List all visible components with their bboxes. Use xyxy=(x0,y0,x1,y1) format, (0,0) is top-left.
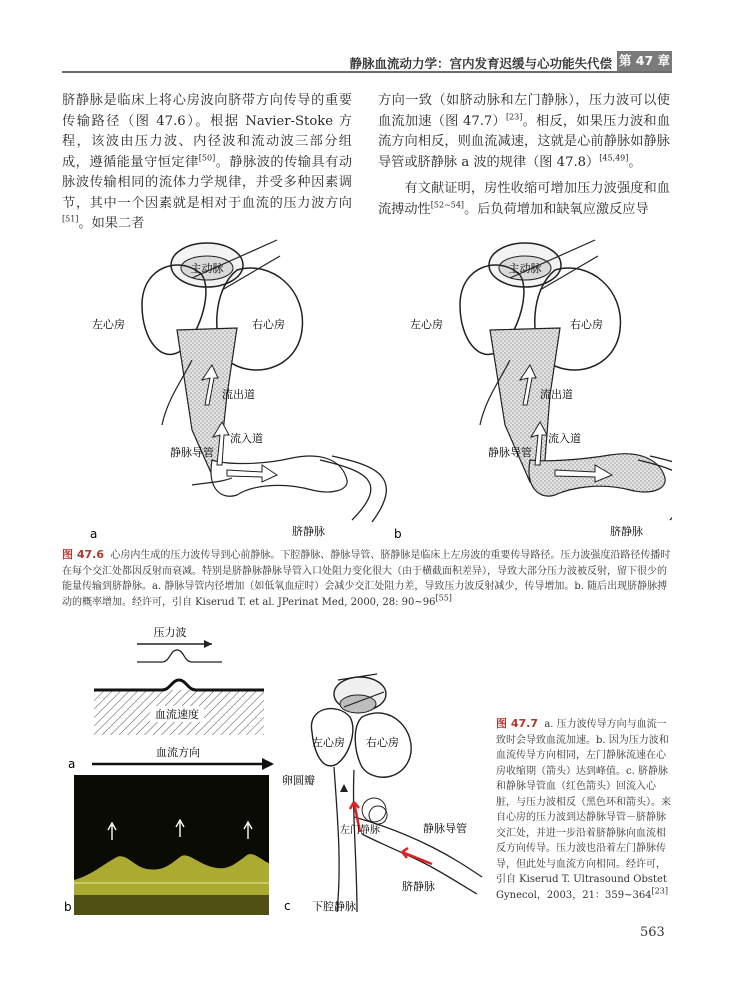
panel-b-diagram xyxy=(394,240,672,541)
label-pressure-wave: 压力波 xyxy=(153,626,187,639)
citation: [50] xyxy=(198,153,216,163)
panel-a-diagram xyxy=(90,240,386,541)
label-right-atrium: 右心房 xyxy=(252,318,285,331)
label-left-portal-vein: 左门静脉 xyxy=(340,825,380,836)
paragraph xyxy=(62,91,352,235)
panel-letter: b xyxy=(394,527,402,541)
citation: [45,49] xyxy=(599,153,629,163)
label-right-atrium: 右心房 xyxy=(570,318,603,331)
panel-letter: a xyxy=(68,757,76,771)
figure-47-7-panel-b xyxy=(62,775,272,915)
label-umbilical: 脐静脉 xyxy=(292,525,325,538)
caption-text: a. 压力波传导方向与血流一致时会导致血流加速。b. 因为压力波和血流传导方向相同，左门静脉流速在心房收缩期（箭头）达到峰值。c. 脐静脉和静脉导管血（红色箭头）回流入心脏，与压力波相反（黑色环和箭头）。来自心房的压力波到达静脉导管－脐静脉交汇处，并进一步沿着脐静脉向血流相反方向传导。压力波也沿着左门静脉传导，但此处与血流方向相同。经许可，引自 Kiserud T. Ultrasound Obstet Gynecol，2003，21：359~364 xyxy=(496,719,671,901)
label-umbilical-vein: 脐静脉 xyxy=(402,880,435,893)
citation: [51] xyxy=(62,214,79,224)
running-header-title: 静脉血流动力学：宫内发育迟缓与心功能失代偿 xyxy=(349,56,612,71)
paragraph xyxy=(378,91,670,173)
page-number: 563 xyxy=(640,925,665,940)
label-left-atrium: 左心房 xyxy=(92,318,125,331)
text-run: 脐静脉是临床上将心房波向脐带方向传导的重要传输路径（图 47.6）。根据 Navier-Stoke 方程，该波由压力波、内径波和流动波三部分组成，遵循能量守恒定律 xyxy=(62,93,352,170)
figure-number: 图 47.6 xyxy=(62,548,104,561)
left-column-text xyxy=(62,91,352,235)
text-run: 方向一致（如脐动脉和左门静脉），压力波可以使血流加速（图 47.7） xyxy=(378,93,670,129)
label-right-atrium: 右心房 xyxy=(366,736,399,749)
panel-letter: a xyxy=(90,527,98,541)
label-ductus: 静脉导管 xyxy=(488,446,532,459)
caption-text: 心房内生成的压力波传导到心前静脉。下腔静脉、静脉导管、脐静脉是临床上左房波的重要传导路径。压力波强度沿路径传播时在每个交汇处都因反射而衰减。特别是脐静脉静脉导管入口处阻力变化很大（由于横截面积差异），导致大部分压力波被反射，留下很少的能量传输到脐静脉。a. 静脉导管内径增加（如低氧血症时）会减少交汇处阻力差，导致压力波反射减少，传导增加。b. 随后出现脐静脉搏动的概率增加。经许可，引自 Kiserud T. et al. JPerinat Med, 2000, 28: 90~96 xyxy=(62,550,671,608)
text-run: 。后负荷增加和缺氧应激反应导 xyxy=(464,201,649,217)
label-umbilical: 脐静脉 xyxy=(610,525,643,538)
paragraph xyxy=(378,179,670,220)
label-left-atrium: 左心房 xyxy=(312,736,345,749)
label-left-atrium: 左心房 xyxy=(410,318,443,331)
label-ivc: 下腔静脉 xyxy=(312,900,356,913)
citation: [23] xyxy=(505,112,523,122)
text-run: 。相反，如果压力波和血流方向相反，则血流减速，这就是心前静脉如静脉导管或脐静脉 a 波的规律（图 47.8） xyxy=(378,113,671,170)
figure-47-6-caption xyxy=(62,547,672,610)
label-ductus: 静脉导管 xyxy=(170,446,214,459)
label-inflow: 流入道 xyxy=(230,432,263,445)
label-flow-velocity: 血流速度 xyxy=(155,708,199,721)
figure-47-7-panel-c xyxy=(282,672,487,917)
label-outflow: 流出道 xyxy=(222,388,255,401)
figure-47-7-panel-a xyxy=(62,622,282,772)
figure-number: 图 47.7 xyxy=(496,717,538,730)
label-inflow: 流入道 xyxy=(548,432,581,445)
chapter-badge: 第 47 章 xyxy=(617,51,672,71)
text-run: 。如果二者 xyxy=(78,216,145,231)
figure-47-6 xyxy=(62,220,672,542)
citation: [23] xyxy=(651,886,668,896)
text-run: 。 xyxy=(628,154,642,170)
label-aorta: 主动脉 xyxy=(508,262,542,275)
label-ductus-venosus: 静脉导管 xyxy=(423,822,467,835)
right-column-text xyxy=(378,91,670,220)
label-outflow: 流出道 xyxy=(540,388,573,401)
label-aorta: 主动脉 xyxy=(190,262,224,275)
text-run: 有文献证明，房性收缩可增加压力波强度和血流搏动性 xyxy=(378,181,670,217)
header-rule xyxy=(62,71,672,73)
label-foramen-valve: 卵圆瓣 xyxy=(282,774,315,787)
citation: [55] xyxy=(435,593,452,603)
panel-letter: b xyxy=(64,900,72,914)
text-run: 。静脉波的传输具有动脉波传输相同的流体力学规律，并受多种因素调节，其中一个因素就是相对于血流的压力波方向 xyxy=(62,154,353,211)
citation: [52~54] xyxy=(430,200,465,210)
label-flow-direction: 血流方向 xyxy=(156,746,200,759)
panel-letter: c xyxy=(284,899,291,913)
figure-47-7-caption xyxy=(496,716,672,903)
